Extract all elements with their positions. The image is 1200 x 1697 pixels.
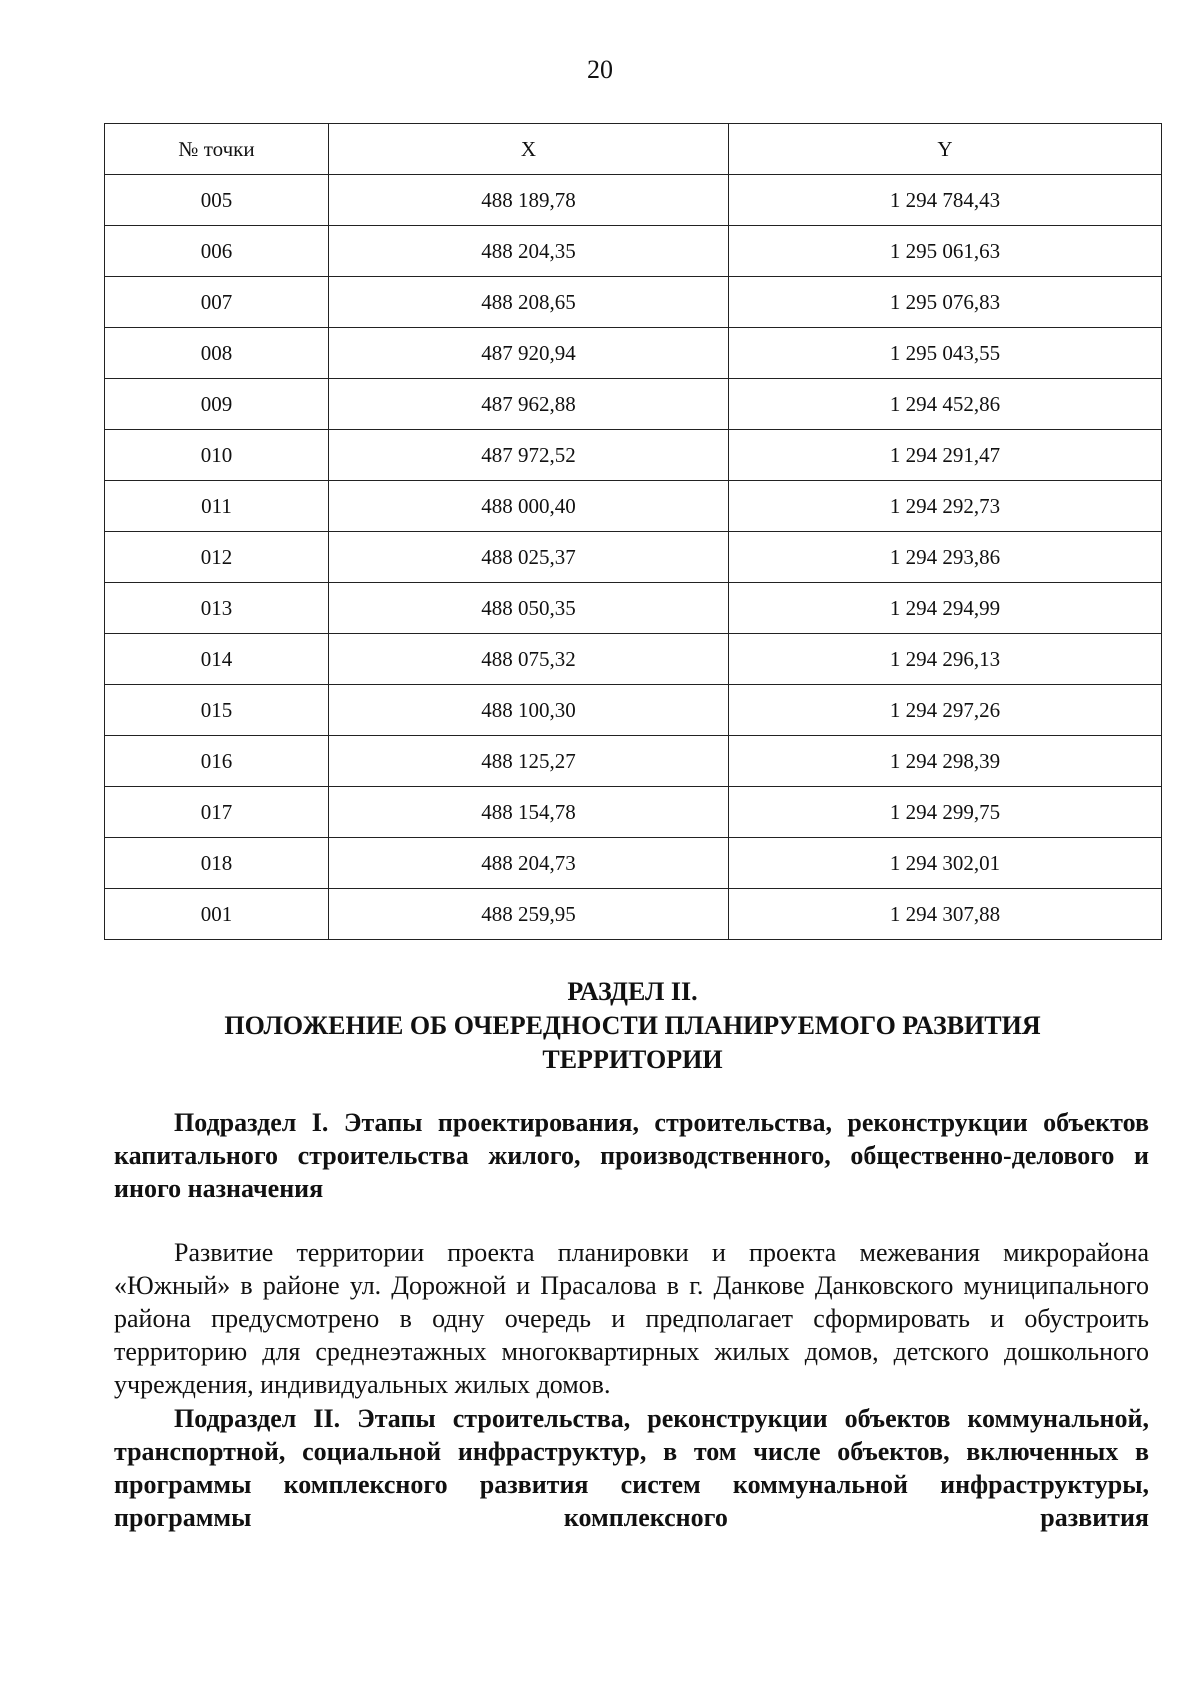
y-coordinate-cell: 1 294 298,39 xyxy=(729,736,1162,787)
y-coordinate-cell: 1 295 076,83 xyxy=(729,277,1162,328)
x-coordinate-cell: 488 125,27 xyxy=(329,736,729,787)
subsection-1-heading: Подраздел I. Этапы проектирования, строительства, реконструкции объектов капитального строительства жилого, производственного, общественно-делового и иного назначения xyxy=(114,1108,1149,1203)
header-x: X xyxy=(329,124,729,175)
point-number-cell: 007 xyxy=(105,277,329,328)
table-row xyxy=(105,430,1162,481)
table-row xyxy=(105,685,1162,736)
point-number-cell: 014 xyxy=(105,634,329,685)
section-title-line-1: РАЗДЕЛ II. xyxy=(567,977,698,1006)
y-coordinate-cell: 1 294 296,13 xyxy=(729,634,1162,685)
body-paragraph: Развитие территории проекта планировки и проекта межевания микрорайона «Южный» в районе ул. Дорожной и Прасалова в г. Данкове Данковского муниципального района предусмотрено в одну очередь и предполагает сформировать и обустроить территорию для среднеэтажных многоквартирных жилых домов, детского дошкольного учреждения, индивидуальных жилых домов. xyxy=(114,1238,1149,1399)
section-title-line-2: ПОЛОЖЕНИЕ ОБ ОЧЕРЕДНОСТИ ПЛАНИРУЕМОГО РАЗВИТИЯ xyxy=(224,1011,1041,1040)
y-coordinate-cell: 1 294 784,43 xyxy=(729,175,1162,226)
x-coordinate-cell: 488 259,95 xyxy=(329,889,729,940)
y-coordinate-cell: 1 294 294,99 xyxy=(729,583,1162,634)
x-coordinate-cell: 487 920,94 xyxy=(329,328,729,379)
table-header-row xyxy=(105,124,1162,175)
header-y: Y xyxy=(729,124,1162,175)
point-number-cell: 016 xyxy=(105,736,329,787)
y-coordinate-cell: 1 294 299,75 xyxy=(729,787,1162,838)
table-row xyxy=(105,379,1162,430)
x-coordinate-cell: 488 050,35 xyxy=(329,583,729,634)
x-coordinate-cell: 488 154,78 xyxy=(329,787,729,838)
y-coordinate-cell: 1 294 292,73 xyxy=(729,481,1162,532)
coordinates-table xyxy=(104,123,1162,940)
x-coordinate-cell: 488 204,35 xyxy=(329,226,729,277)
table-row xyxy=(105,175,1162,226)
x-coordinate-cell: 488 208,65 xyxy=(329,277,729,328)
x-coordinate-cell: 488 100,30 xyxy=(329,685,729,736)
table-row xyxy=(105,328,1162,379)
table-row xyxy=(105,889,1162,940)
section-title-line-3: ТЕРРИТОРИИ xyxy=(542,1045,723,1074)
section-heading xyxy=(104,975,1161,1077)
point-number-cell: 006 xyxy=(105,226,329,277)
x-coordinate-cell: 487 972,52 xyxy=(329,430,729,481)
y-coordinate-cell: 1 294 307,88 xyxy=(729,889,1162,940)
y-coordinate-cell: 1 294 302,01 xyxy=(729,838,1162,889)
point-number-cell: 017 xyxy=(105,787,329,838)
x-coordinate-cell: 488 025,37 xyxy=(329,532,729,583)
point-number-cell: 018 xyxy=(105,838,329,889)
x-coordinate-cell: 488 000,40 xyxy=(329,481,729,532)
table-row xyxy=(105,736,1162,787)
table-row xyxy=(105,532,1162,583)
point-number-cell: 001 xyxy=(105,889,329,940)
x-coordinate-cell: 488 204,73 xyxy=(329,838,729,889)
point-number-cell: 010 xyxy=(105,430,329,481)
point-number-cell: 009 xyxy=(105,379,329,430)
table-row xyxy=(105,277,1162,328)
table-row xyxy=(105,583,1162,634)
y-coordinate-cell: 1 294 452,86 xyxy=(729,379,1162,430)
point-number-cell: 013 xyxy=(105,583,329,634)
table-row xyxy=(105,634,1162,685)
header-point-number: № точки xyxy=(105,124,329,175)
point-number-cell: 012 xyxy=(105,532,329,583)
point-number-cell: 008 xyxy=(105,328,329,379)
table-row xyxy=(105,226,1162,277)
y-coordinate-cell: 1 294 293,86 xyxy=(729,532,1162,583)
table-body xyxy=(105,175,1162,940)
table-row xyxy=(105,481,1162,532)
y-coordinate-cell: 1 294 291,47 xyxy=(729,430,1162,481)
y-coordinate-cell: 1 294 297,26 xyxy=(729,685,1162,736)
x-coordinate-cell: 488 075,32 xyxy=(329,634,729,685)
y-coordinate-cell: 1 295 043,55 xyxy=(729,328,1162,379)
point-number-cell: 005 xyxy=(105,175,329,226)
table-row xyxy=(105,787,1162,838)
page-number: 20 xyxy=(587,55,613,84)
table-row xyxy=(105,838,1162,889)
subsection-2-heading: Подраздел II. Этапы строительства, реконструкции объектов коммунальной, транспортной, социальной инфраструктур, в том числе объектов, включенных в программы комплексного развития систем коммунальной инфраструктуры, программы комплексного развития xyxy=(114,1404,1149,1532)
point-number-cell: 011 xyxy=(105,481,329,532)
x-coordinate-cell: 487 962,88 xyxy=(329,379,729,430)
y-coordinate-cell: 1 295 061,63 xyxy=(729,226,1162,277)
point-number-cell: 015 xyxy=(105,685,329,736)
x-coordinate-cell: 488 189,78 xyxy=(329,175,729,226)
